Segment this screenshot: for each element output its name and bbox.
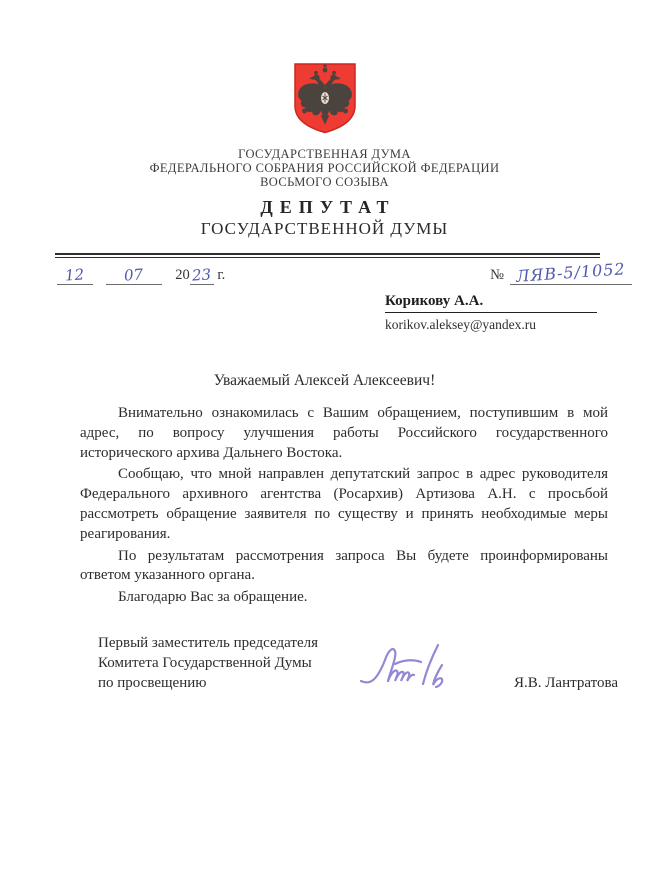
date-number-line [57,259,632,286]
paragraph-1: Внимательно ознакомилась с Вашим обращением, поступившим в мой адрес, по вопросу улучшения работы Российского государственного исторического архива Дальнего Востока. [80,405,608,461]
handwritten-month: 07 [123,265,144,285]
year-blank [190,266,214,285]
org-line-2: ФЕДЕРАЛЬНОГО СОБРАНИЯ РОССИЙСКОЙ ФЕДЕРАЦИИ [149,161,500,175]
printed-century: 20 [175,267,190,283]
addressee-email: korikov.aleksey@yandex.ru [385,317,537,332]
number-label: № [490,267,504,283]
deputy-subtitle: ГОСУДАРСТВЕННОЙ ДУМЫ [200,219,449,238]
position-line-3: по просвещению [98,674,207,691]
position-line-2: Комитета Государственной Думы [98,654,312,671]
outgoing-number-field [490,259,632,286]
position-line-1: Первый заместитель председателя [98,634,318,651]
deputy-title: ДЕПУТАТ [260,197,396,217]
paragraph-3: По результатам рассмотрения запроса Вы будете проинформированы ответом указанного органа. [80,547,608,584]
month-blank [106,266,162,285]
letter-body [80,404,608,608]
paragraph-2: Сообщаю, что мной направлен депутатский запрос в адрес руководителя Федерального архивного агентства (Росархив) Артизова А.Н. с просьбой рассмотреть обращение заявителя по существу и принять необходимые меры реагирования. [80,466,608,542]
paragraph-4: Благодарю Вас за обращение. [118,589,308,606]
double-rule-divider [55,253,600,258]
day-blank [57,266,93,285]
letterhead-org-block [0,147,649,189]
handwritten-signature-icon [358,638,498,693]
handwritten-year: 23 [191,265,212,285]
date-field [57,266,225,285]
signer-name: Я.В. Лантратова [514,675,619,692]
org-line-1: ГОСУДАРСТВЕННАЯ ДУМА [238,147,411,161]
handwritten-number: ЛЯВ-5/1052 [515,259,627,286]
org-line-3: ВОСЬМОГО СОЗЫВА [260,175,389,189]
addressee-name: Корикову А.А. [385,292,597,313]
russia-coat-of-arms-icon [292,62,358,134]
year-suffix: г. [217,267,226,283]
handwritten-day: 12 [64,265,86,285]
salutation: Уважаемый Алексей Алексеевич! [213,372,436,389]
signer-position [98,634,336,693]
signature-block [98,634,619,693]
addressee-block [385,292,597,333]
number-blank [510,259,632,286]
